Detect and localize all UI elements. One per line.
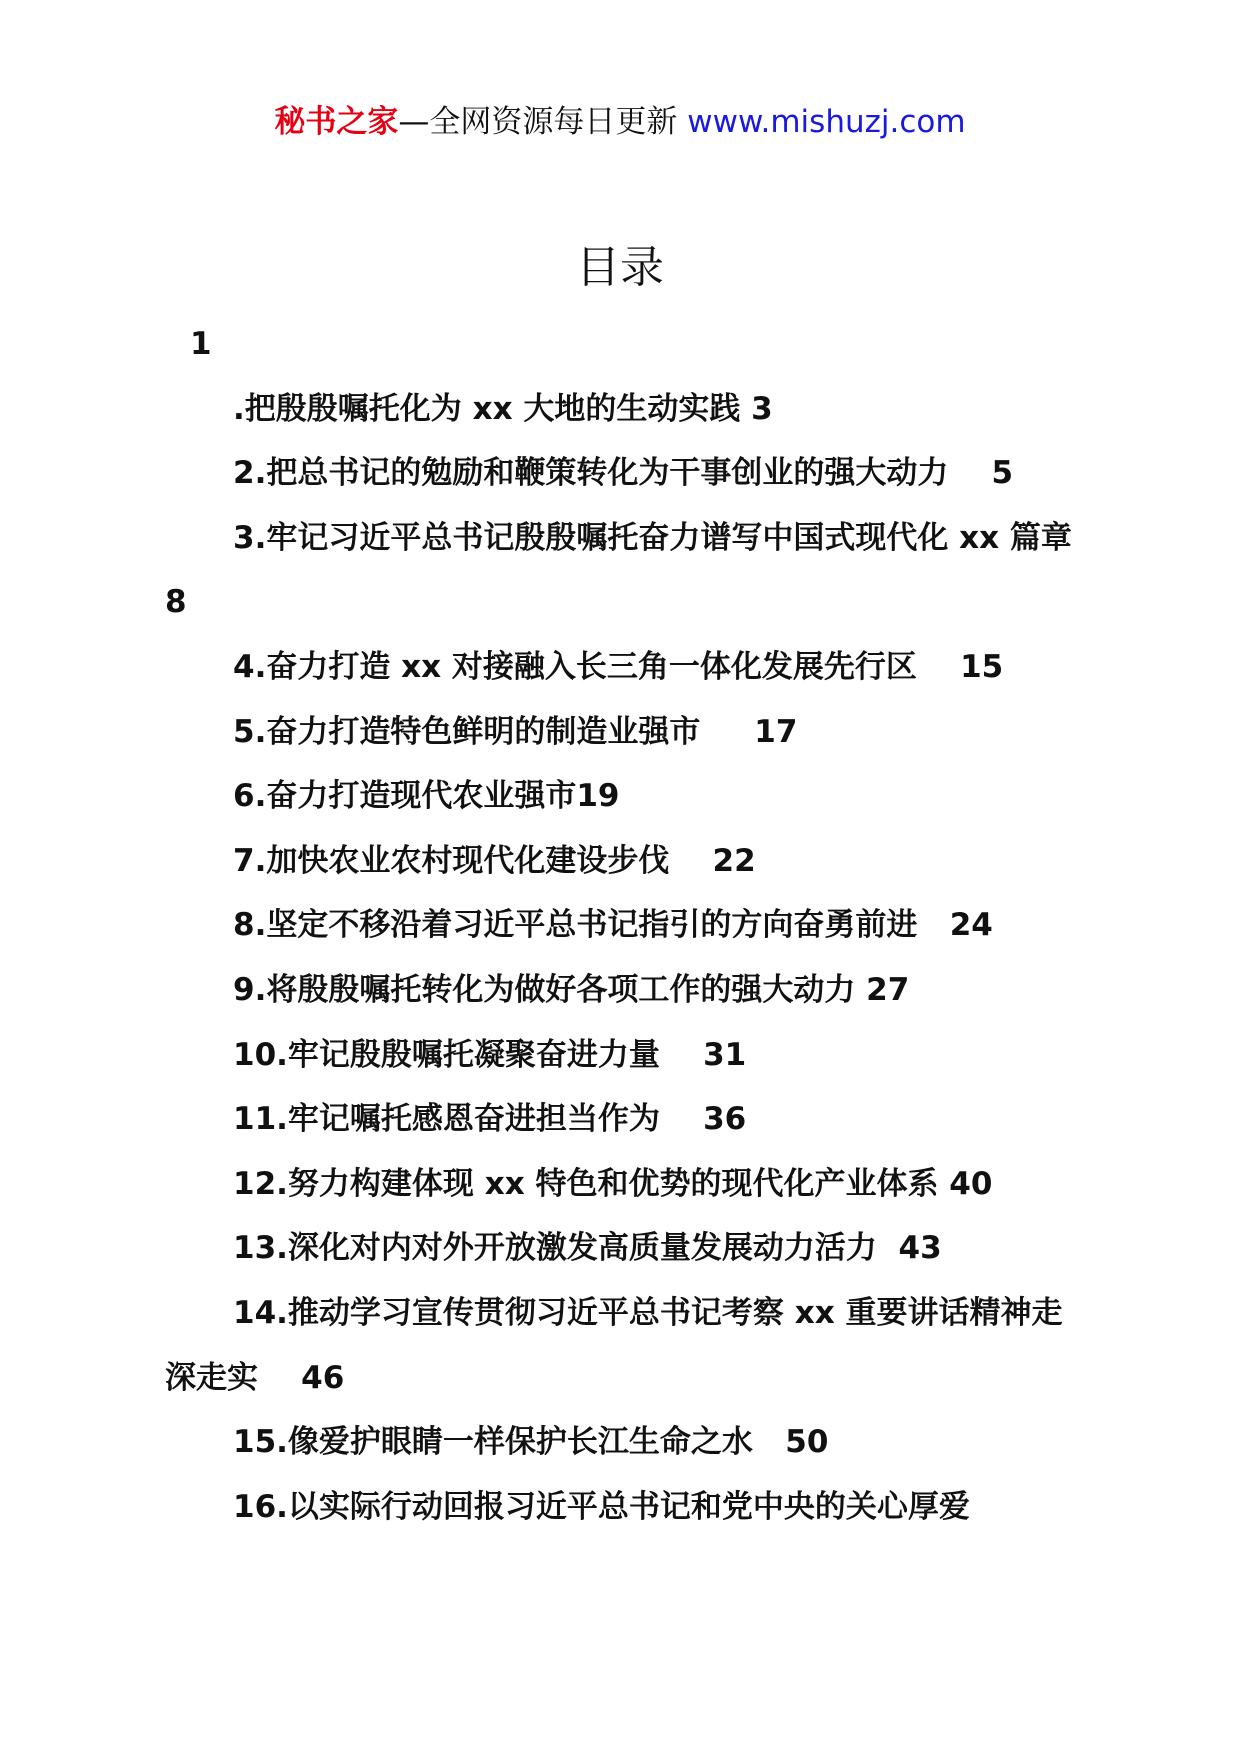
toc-entry: .把殷殷嘱托化为 xx 大地的生动实践 3 <box>233 390 773 427</box>
page-title: 目录 <box>576 242 664 293</box>
header-slogan: —全网资源每日更新 <box>398 104 688 140</box>
toc-entry: 12.努力构建体现 xx 特色和优势的现代化产业体系 40 <box>233 1165 993 1202</box>
toc-entry: 1 <box>190 326 212 362</box>
toc-entry: 4.奋力打造 xx 对接融入长三角一体化发展先行区 15 <box>233 648 1004 685</box>
site-link[interactable]: www.mishuzj.com <box>687 104 966 140</box>
toc-entry: 6.奋力打造现代农业强市19 <box>233 778 620 815</box>
toc-entry: 3.牢记习近平总书记殷殷嘱托奋力谱写中国式现代化 xx 篇章 8 <box>165 519 1094 621</box>
brand-name: 秘书之家 <box>274 104 399 140</box>
toc-entry: 5.奋力打造特色鲜明的制造业强市 17 <box>233 713 798 750</box>
toc-entry: 11.牢记嘱托感恩奋进担当作为 36 <box>233 1101 747 1138</box>
toc-entry: 14.推动学习宣传贯彻习近平总书记考察 xx 重要讲话精神走深走实 46 <box>165 1294 1063 1396</box>
toc-entry: 10.牢记殷殷嘱托凝聚奋进力量 31 <box>233 1036 747 1073</box>
toc-entry: 15.像爱护眼睛一样保护长江生命之水 50 <box>233 1424 829 1461</box>
site-header <box>0 102 1240 142</box>
toc-entry: 16.以实际行动回报习近平总书记和党中央的关心厚爱 <box>233 1488 970 1525</box>
toc-entry: 2.把总书记的勉励和鞭策转化为干事创业的强大动力 5 <box>233 455 1014 492</box>
toc-entry: 8.坚定不移沿着习近平总书记指引的方向奋勇前进 24 <box>233 907 993 944</box>
toc-entry: 9.将殷殷嘱托转化为做好各项工作的强大动力 27 <box>233 971 910 1008</box>
table-of-contents <box>165 312 1094 1539</box>
toc-entry: 7.加快农业农村现代化建设步伐 22 <box>233 842 756 879</box>
toc-entry: 13.深化对内对外开放激发高质量发展动力活力 43 <box>233 1230 942 1267</box>
